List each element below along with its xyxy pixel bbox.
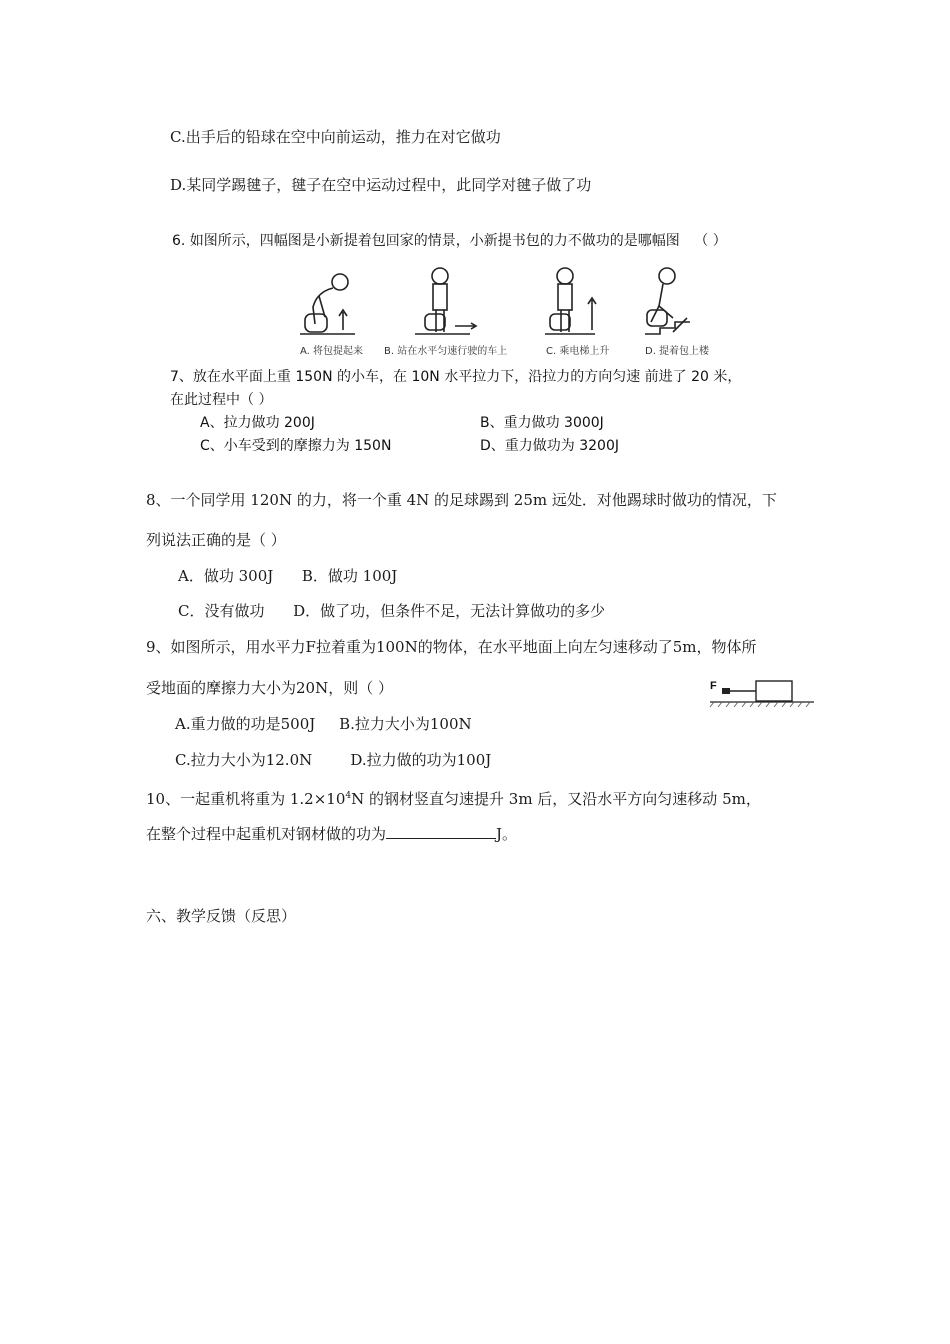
- q9-options-cd: C.拉力大小为12.0N D.拉力做的功为100J: [175, 751, 492, 769]
- q6-figure-d: [645, 268, 690, 334]
- q5-option-c: C.出手后的铅球在空中向前运动，推力在对它做功: [170, 128, 501, 146]
- q6-answer-paren: （ ）: [694, 233, 727, 249]
- q7-block: [165, 362, 795, 454]
- q6-figure-a: [300, 274, 355, 334]
- q8-options-ab: A．做功 300J B．做功 100J: [178, 567, 398, 585]
- q7-option-d: D、重力做功为 3200J: [480, 438, 619, 454]
- q10-stem-1: [146, 786, 761, 809]
- q6-caption-b: B. 站在水平匀速行驶的车上: [384, 346, 508, 357]
- q6-caption-a: A. 将包提起来: [300, 346, 364, 357]
- q6-caption-c: C. 乘电梯上升: [546, 346, 610, 357]
- q9-block: [756, 681, 792, 701]
- section-6-heading: 六、教学反馈（反思）: [146, 907, 297, 925]
- q9-stem-1: 9、如图所示，用水平力F拉着重为100N的物体，在水平地面上向左匀速移动了5m，物体所: [146, 638, 757, 656]
- q6-figure-b: [415, 268, 476, 334]
- q6-stem: [172, 231, 727, 251]
- q10-stem-1-pre: 10、一起重机将重为 1.2×10: [146, 790, 346, 808]
- q5-option-d: D.某同学踢毽子，毽子在空中运动过程中，此同学对毽子做了功: [170, 176, 592, 194]
- q7-option-c: C、小车受到的摩擦力为 150N: [200, 438, 392, 454]
- q9-stem-2: 受地面的摩擦力大小为20N，则（ ）: [146, 679, 393, 697]
- q10-stem-2: [146, 822, 517, 844]
- q8-stem-1: 8、一个同学用 120N 的力，将一个重 4N 的足球踢到 25m 远处．对他踢球时做功的情况，下: [146, 491, 777, 509]
- q8-stem-2: 列说法正确的是（ ）: [146, 531, 286, 549]
- q6-stem-text: 6. 如图所示，四幅图是小新提着包回家的情景，小新提书包的力不做功的是哪幅图: [172, 233, 680, 249]
- q7-stem-1: 7、放在水平面上重 150N 的小车，在 10N 水平拉力下，沿拉力的方向匀速 前进了 20 米，: [170, 369, 742, 385]
- q10-stem-2-pre: 在整个过程中起重机对钢材做的功为: [146, 825, 387, 843]
- q9-figure-label: F: [710, 680, 717, 692]
- q9-figure: [706, 673, 818, 713]
- q7-stem-2: 在此过程中（ ）: [170, 392, 273, 408]
- q9-ground-hatch: [710, 702, 810, 707]
- q10-stem-2-post: J。: [496, 825, 518, 843]
- q9-force-arrowhead: [722, 688, 730, 694]
- q8-options-cd: C．没有做功 D．做了功，但条件不足，无法计算做功的多少: [178, 602, 606, 620]
- q7-option-a: A、拉力做功 200J: [200, 415, 315, 431]
- q7-option-b: B、重力做功 3000J: [480, 415, 604, 431]
- q9-options-ab: A.重力做的功是500J B.拉力大小为100N: [175, 715, 472, 733]
- q6-caption-d: D. 提着包上楼: [645, 346, 710, 357]
- q10-stem-1-post: N 的钢材竖直匀速提升 3m 后，又沿水平方向匀速移动 5m，: [351, 790, 761, 808]
- q10-stem-1-exponent: 4: [345, 791, 352, 801]
- q6-figure-c: [545, 268, 596, 334]
- q10-answer-blank[interactable]: [386, 822, 496, 839]
